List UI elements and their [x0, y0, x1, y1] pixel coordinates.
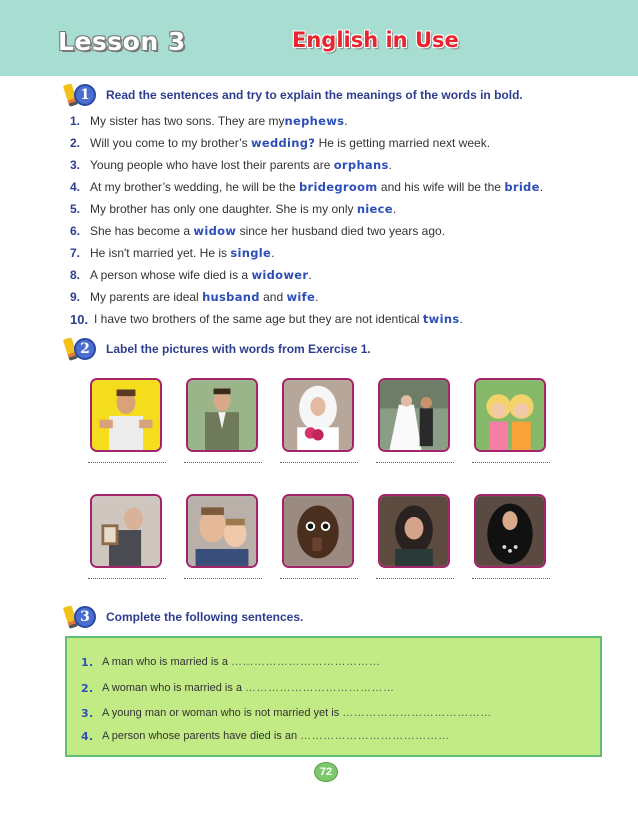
bold-word: widow	[193, 224, 237, 238]
sentence-text: .	[271, 246, 275, 260]
picture-item	[184, 378, 262, 463]
sentence-text: since her husband died two years ago.	[236, 224, 446, 238]
item-text: A young man or woman who is not married yet is	[102, 707, 340, 719]
picture-item	[280, 378, 358, 463]
completion-item	[81, 730, 450, 743]
answer-line[interactable]	[376, 578, 454, 579]
bold-word: bride	[504, 180, 540, 194]
sentence-text: .	[392, 202, 397, 216]
sentence-text: .	[388, 158, 392, 172]
photo-woman-niece	[378, 494, 450, 568]
sentence-text: and his wife will be the	[377, 180, 505, 194]
item-number: 4.	[81, 730, 94, 743]
sentence-text: Will you come to my brother’s	[90, 136, 251, 150]
item-text: A person whose parents have died is an	[102, 730, 298, 742]
sentence-text: My parents are ideal	[90, 290, 203, 304]
answer-line[interactable]	[88, 462, 166, 463]
answer-line[interactable]	[280, 462, 358, 463]
picture-item	[376, 378, 454, 463]
sentence-text: .	[344, 114, 348, 128]
sentence-number: 1.	[70, 114, 81, 128]
bold-word: widower	[251, 268, 309, 282]
lesson-title: Lesson 3	[58, 27, 186, 56]
photo-bride	[282, 378, 354, 452]
photo-twins	[474, 378, 546, 452]
picture-item	[88, 378, 166, 463]
sentence	[70, 242, 590, 264]
bold-word: husband	[202, 290, 260, 304]
completion-item	[81, 682, 395, 695]
answer-blank[interactable]: …………………………………	[300, 730, 450, 742]
sentence	[70, 264, 590, 286]
bold-word: twins	[422, 312, 460, 326]
completion-box	[65, 636, 602, 757]
completion-item	[81, 656, 380, 669]
sentence	[70, 176, 590, 198]
photo-bridegroom	[186, 378, 258, 452]
photo-single-man	[90, 378, 162, 452]
sentence-text: He isn't married yet. He is	[90, 246, 231, 260]
sentence-text: A person whose wife died is a	[90, 268, 252, 282]
sentence-text: Young people who have lost their parents are	[90, 158, 334, 172]
bold-word: bridegroom	[299, 180, 378, 194]
answer-line[interactable]	[184, 462, 262, 463]
bold-word: nephews	[284, 114, 345, 128]
answer-line[interactable]	[472, 462, 550, 463]
bold-word: wedding?	[250, 136, 316, 150]
sentence-text: I have two brothers of the same age but they are not identical	[94, 312, 423, 326]
pencil-number-icon	[64, 604, 100, 630]
sentence	[70, 198, 590, 220]
pencil-number-icon	[64, 82, 100, 108]
picture-row	[88, 378, 558, 474]
picture-item	[376, 494, 454, 579]
photo-orphan	[282, 494, 354, 568]
exercise-2-heading	[64, 336, 371, 362]
sentence-number: 5.	[70, 202, 81, 216]
sentence-text: At my brother’s wedding, he will be the	[90, 180, 299, 194]
sentence	[70, 110, 590, 132]
lesson-header	[0, 0, 638, 76]
sentence-number: 4.	[70, 180, 81, 194]
sentence-number: 7.	[70, 246, 81, 260]
answer-blank[interactable]: …………………………………	[230, 656, 381, 668]
sentence-text: .	[539, 180, 544, 194]
sentence-list	[70, 110, 590, 330]
pencil-number-icon	[64, 336, 100, 362]
bold-word: niece	[356, 202, 393, 216]
sentence-number: 9.	[70, 290, 81, 304]
sentence-text: My brother has only one daughter. She is my only	[90, 202, 357, 216]
picture-item	[184, 494, 262, 579]
sentence	[70, 154, 590, 176]
answer-blank[interactable]: …………………………………	[342, 707, 492, 719]
picture-item	[472, 494, 550, 579]
picture-item	[280, 494, 358, 579]
picture-row	[88, 494, 558, 590]
answer-line[interactable]	[472, 578, 550, 579]
sentence-number: 8.	[70, 268, 81, 282]
exercise-number: 1	[74, 84, 96, 106]
bold-word: orphans	[333, 158, 389, 172]
item-text: A woman who is married is a	[102, 682, 242, 694]
sentence-text: .	[315, 290, 319, 304]
item-number: 3.	[81, 707, 94, 720]
sentence-text: My sister has two sons. They are my	[90, 114, 285, 128]
answer-line[interactable]	[88, 578, 166, 579]
photo-wedding-couple	[378, 378, 450, 452]
page-number: 72	[314, 762, 338, 782]
exercise-instruction: Label the pictures with words from Exercise 1.	[106, 342, 371, 356]
sentence-text: .	[459, 312, 463, 326]
answer-line[interactable]	[184, 578, 262, 579]
exercise-3-heading	[64, 604, 303, 630]
sentence-number: 6.	[70, 224, 81, 238]
bold-word: wife	[286, 290, 316, 304]
item-number: 1.	[81, 656, 94, 669]
exercise-number: 2	[74, 338, 96, 360]
answer-line[interactable]	[376, 462, 454, 463]
sentence-text: and	[259, 290, 287, 304]
sentence	[70, 286, 590, 308]
sentence-text: She has become a	[90, 224, 194, 238]
sentence-text: He is getting married next week.	[315, 136, 491, 150]
item-number: 2.	[81, 682, 94, 695]
sentence-number: 3.	[70, 158, 81, 172]
item-text: A man who is married is a	[102, 656, 228, 668]
photo-widow	[474, 494, 546, 568]
exercise-instruction: Complete the following sentences.	[106, 610, 304, 624]
completion-item	[81, 707, 492, 720]
exercise-number: 3	[74, 606, 96, 628]
bold-word: single	[230, 246, 272, 260]
sentence	[70, 308, 590, 330]
picture-item	[472, 378, 550, 463]
exercise-instruction: Read the sentences and try to explain the meanings of the words in bold.	[106, 88, 523, 102]
header-subtitle: English in Use	[292, 28, 459, 52]
sentence-number: 2.	[70, 136, 81, 150]
sentence-number: 10.	[70, 311, 89, 327]
exercise-1-heading	[64, 82, 523, 108]
picture-item	[88, 494, 166, 579]
photo-widower	[90, 494, 162, 568]
answer-line[interactable]	[280, 578, 358, 579]
sentence	[70, 132, 590, 154]
answer-blank[interactable]: …………………………………	[245, 682, 395, 694]
photo-nephews	[186, 494, 258, 568]
sentence-text: .	[308, 268, 312, 282]
sentence	[70, 220, 590, 242]
